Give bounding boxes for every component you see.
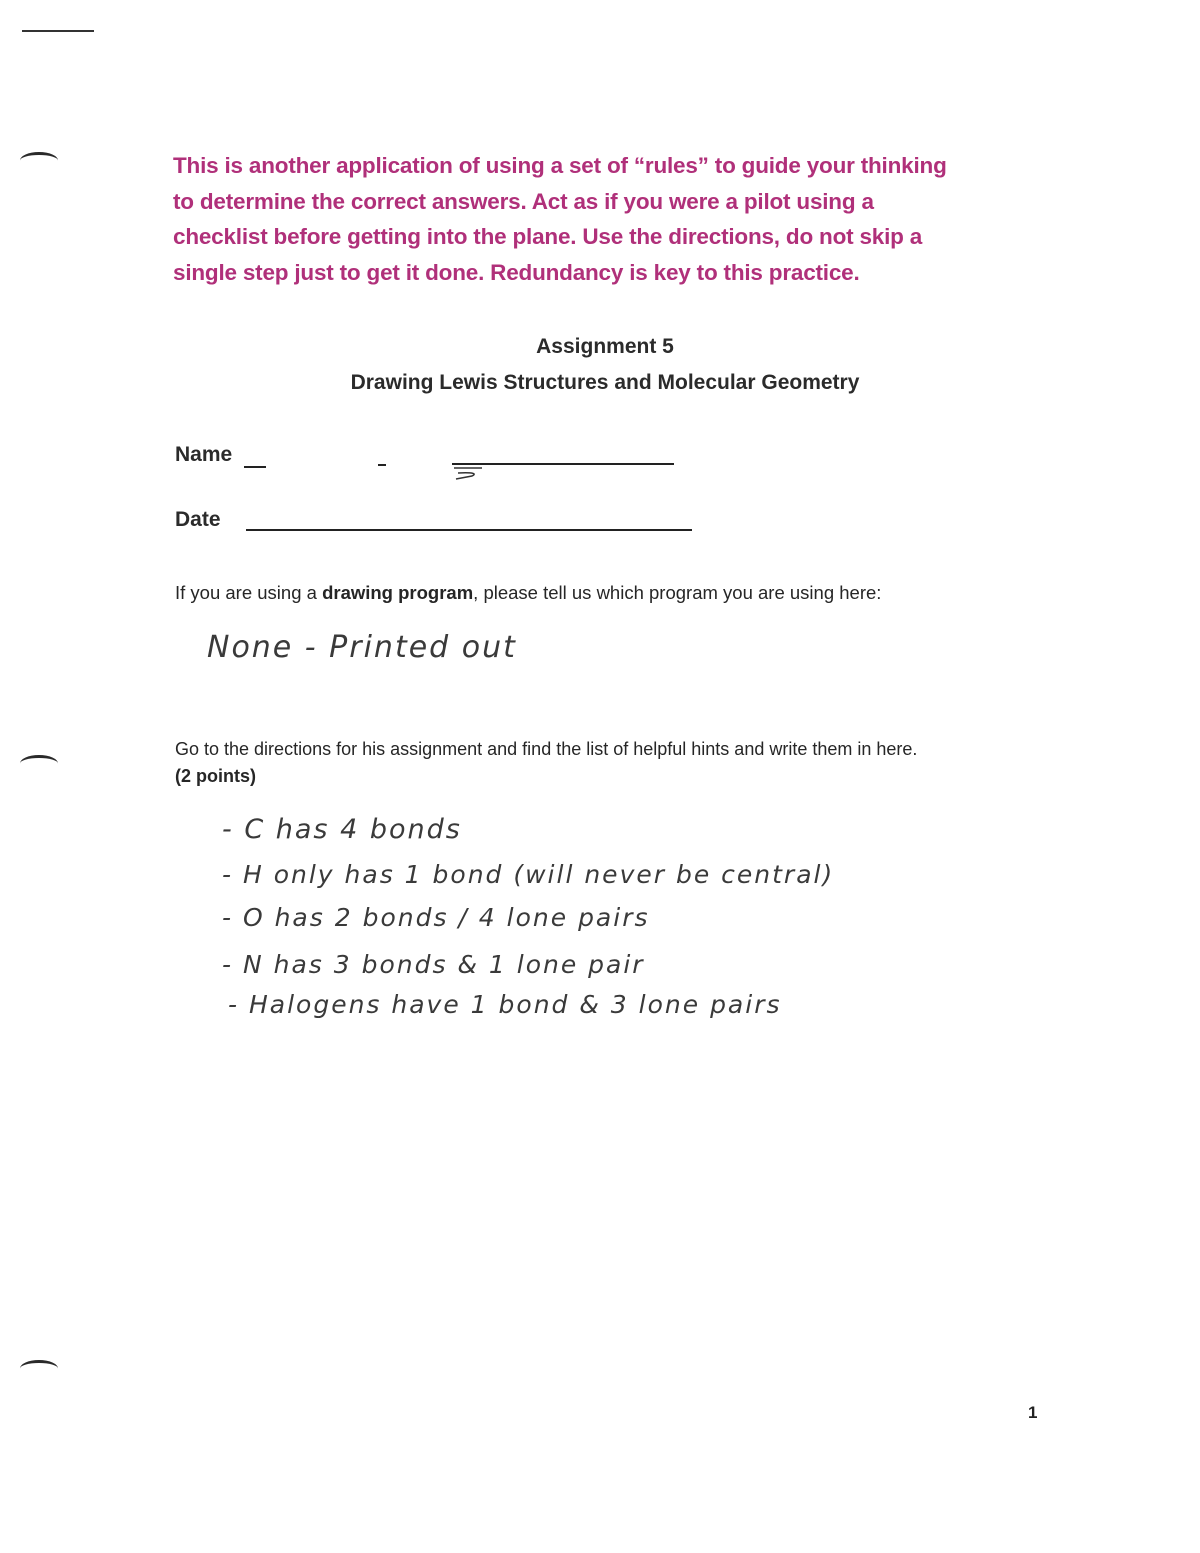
prompt-text: , please tell us which program you are using here: xyxy=(473,582,882,603)
intro-instructions xyxy=(173,148,1043,290)
hints-prompt: Go to the directions for his assignment and find the list of helpful hints and write them in here. xyxy=(175,739,918,759)
name-pen-scribble xyxy=(452,464,492,482)
intro-line: single step just to get it done. Redundancy is key to this practice. xyxy=(173,259,860,285)
hint-answer-line: - C has 4 bonds xyxy=(222,814,462,845)
binder-hole-mark xyxy=(20,755,58,772)
date-field-line[interactable] xyxy=(246,529,692,531)
prompt-bold-text: drawing program xyxy=(322,582,474,603)
intro-line: This is another application of using a set of “rules” to guide your thinking xyxy=(173,153,947,178)
name-blank-dash xyxy=(378,464,386,466)
prompt-text: If you are using a xyxy=(175,582,323,603)
intro-line: checklist before getting into the plane. Use the directions, do not skip a xyxy=(173,224,923,249)
drawing-program-prompt xyxy=(175,582,881,604)
name-blank-short[interactable] xyxy=(244,466,266,468)
date-label: Date xyxy=(175,508,221,531)
hints-points xyxy=(175,766,256,787)
hint-answer-line: - N has 3 bonds & 1 lone pair xyxy=(222,950,645,979)
page-number: 1 xyxy=(1028,1403,1038,1422)
points-text: (2 points) xyxy=(175,766,256,786)
assignment-number: Assignment 5 xyxy=(536,335,674,358)
binder-hole-mark xyxy=(20,1360,58,1377)
intro-line: to determine the correct answers. Act as if you were a pilot using a xyxy=(173,188,874,214)
hint-answer-line: - Halogens have 1 bond & 3 lone pairs xyxy=(228,990,782,1019)
hint-answer-line: - O has 2 bonds / 4 lone pairs xyxy=(222,903,650,932)
binder-hole-mark xyxy=(20,152,58,169)
drawing-program-answer: None - Printed out xyxy=(207,630,517,665)
name-label: Name xyxy=(175,443,233,466)
scan-artifact-line xyxy=(22,30,94,32)
hint-answer-line: - H only has 1 bond (will never be central) xyxy=(222,860,835,889)
assignment-title: Drawing Lewis Structures and Molecular Geometry xyxy=(350,371,860,394)
